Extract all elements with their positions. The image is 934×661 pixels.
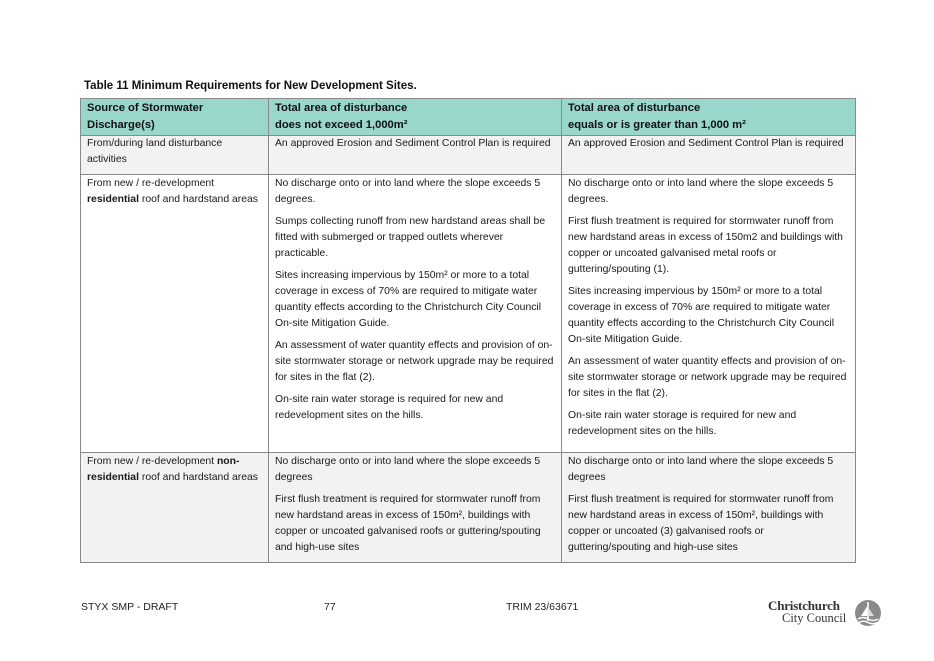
source-text: From new / re-development — [87, 178, 215, 189]
footer-trim-reference: TRIM 23/63671 — [506, 601, 579, 613]
header-under-line2: does not exceed 1,000m² — [275, 119, 408, 131]
council-emblem-icon — [854, 599, 882, 632]
requirement-text: No discharge onto or into land where the slope exceeds 5 degrees. — [568, 178, 834, 205]
source-text: From new / re-development — [87, 456, 217, 467]
source-cell — [81, 136, 269, 175]
source-bold-text: non-residential — [87, 456, 240, 483]
table-row — [81, 175, 856, 453]
requirement-text: First flush treatment is required for stormwater runoff from new hardstand areas in excess of 150m², buildings with copper or uncoated (3) galvanised roofs or guttering/spouting and high-use sites — [568, 494, 834, 553]
requirement-cell — [562, 136, 856, 175]
requirement-cell — [562, 453, 856, 563]
source-bold-text: residential — [87, 194, 139, 205]
source-text-tail: roof and hardstand areas — [138, 472, 258, 483]
header-over-line1: Total area of disturbance — [568, 102, 701, 114]
logo-line-2: City Council — [782, 611, 847, 625]
requirement-text: First flush treatment is required for stormwater runoff from new hardstand areas in excess of 150m², buildings with copper or uncoated galvanised roofs or guttering/spouting and high-use sites — [275, 494, 541, 553]
source-text: From/during land disturbance activities — [87, 138, 223, 165]
header-over-line2: equals or is greater than 1,000 m² — [568, 119, 746, 131]
table-row — [81, 136, 856, 175]
requirement-text: Sites increasing impervious by 150m² or more to a total coverage in excess of 70% are required to mitigate water quantity effects according to the Christchurch City Council On-site Mitigation Guide. — [568, 286, 835, 345]
requirement-cell — [269, 175, 562, 453]
logo-line-1: Christchurch — [768, 598, 840, 613]
table-caption: Table 11 Minimum Requirements for New Development Sites. — [84, 80, 417, 92]
council-logo — [768, 598, 888, 628]
requirement-cell — [562, 175, 856, 453]
requirement-text: Sites increasing impervious by 150m² or more to a total coverage in excess of 70% are required to mitigate water quantity effects according to the Christchurch City Council On-site Mitigation Guide. — [275, 270, 542, 329]
requirement-cell — [269, 136, 562, 175]
requirement-text: No discharge onto or into land where the slope exceeds 5 degrees — [275, 456, 541, 483]
requirements-table — [80, 98, 856, 563]
header-over-1000 — [562, 99, 856, 136]
header-source-line2: Discharge(s) — [87, 119, 155, 131]
requirement-text: An approved Erosion and Sediment Control Plan is required — [568, 138, 844, 149]
requirement-text: An approved Erosion and Sediment Control Plan is required — [275, 138, 551, 149]
requirement-text: An assessment of water quantity effects and provision of on-site stormwater storage or network upgrade may be required for sites in the flat (2). — [275, 340, 554, 383]
header-under-1000 — [269, 99, 562, 136]
table-header-row — [81, 99, 856, 136]
header-source — [81, 99, 269, 136]
requirement-text: On-site rain water storage is required for new and redevelopment sites on the hills. — [568, 410, 797, 437]
requirement-text: Sumps collecting runoff from new hardstand areas shall be fitted with submerged or trapped outlets wherever practicable. — [275, 216, 546, 259]
header-under-line1: Total area of disturbance — [275, 102, 408, 114]
header-source-line1: Source of Stormwater — [87, 102, 204, 114]
source-cell — [81, 453, 269, 563]
requirement-cell — [269, 453, 562, 563]
requirement-text: An assessment of water quantity effects and provision of on-site stormwater storage or network upgrade may be required for sites in the flat (2). — [568, 356, 847, 399]
footer-document-name: STYX SMP - DRAFT — [81, 601, 179, 613]
requirement-text: No discharge onto or into land where the slope exceeds 5 degrees. — [275, 178, 541, 205]
requirement-text: No discharge onto or into land where the slope exceeds 5 degrees — [568, 456, 834, 483]
table-row — [81, 453, 856, 563]
requirement-text: On-site rain water storage is required for new and redevelopment sites on the hills. — [275, 394, 504, 421]
requirement-text: First flush treatment is required for stormwater runoff from new hardstand areas in excess of 150m2 and buildings with copper or uncoated galvanised metal roofs or guttering/spouting (1). — [568, 216, 843, 275]
source-text-tail: roof and hardstand areas — [138, 194, 258, 205]
source-cell — [81, 175, 269, 453]
footer-page-number: 77 — [324, 601, 336, 613]
